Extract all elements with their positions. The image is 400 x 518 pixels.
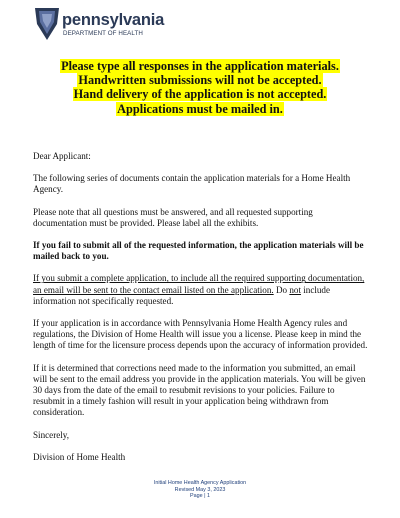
- notice-line-2: Handwritten submissions will not be accepted.: [78, 73, 322, 88]
- underlined-not: not: [289, 284, 301, 295]
- notice-line-4: Applications must be mailed in.: [117, 101, 283, 116]
- keystone-icon: [33, 6, 61, 42]
- text-do: Do: [273, 284, 290, 295]
- notice-line-3: Hand delivery of the application is not accepted.: [73, 87, 327, 102]
- closing: Sincerely,: [33, 429, 70, 440]
- paragraph-requirements: Please note that all questions must be answered, and all requested supporting documentation must be provided. Please label all the exhibits.: [33, 206, 313, 228]
- footer-page-number: Page | 1: [190, 493, 210, 500]
- pa-health-logo: [33, 6, 193, 42]
- org-name: pennsylvania: [62, 11, 165, 29]
- footer-title: Initial Home Health Agency Application: [153, 480, 247, 486]
- signature: Division of Home Health: [33, 451, 126, 462]
- footer-revision: Revised May 3, 2023: [174, 486, 226, 493]
- underlined-text: If you submit a complete application, to include all the required supporting documentation, an email will be sent to the contact email listed on the application.: [33, 273, 365, 295]
- letter-body: [33, 151, 368, 474]
- paragraph-warning: If you fail to submit all of the requested information, the application materials will be mailed back to you.: [33, 240, 364, 262]
- paragraph-intro: The following series of documents contain the application materials for a Home Health Agency.: [33, 173, 351, 195]
- paragraph-corrections: If it is determined that corrections need made to the information you submitted, an email will be sent to the email address you provide in the application materials. You will be given 30 days from the date of the email to resubmit revisions to your policies. Failure to resubmit in a timely fashion will result in your application being withdrawn from consideration.: [33, 362, 366, 418]
- paragraph-license: If your application is in accordance with Pennsylvania Home Health Agency rules and regulations, the Division of Home Health will issue you a license. Please keep in mind the length of time for the licensure process depends upon the accuracy of information provided.: [33, 318, 368, 351]
- notice-line-1: Please type all responses in the application materials.: [61, 59, 339, 73]
- page-footer: [0, 480, 400, 500]
- paragraph-complete-application: [33, 273, 368, 307]
- department-name: DEPARTMENT OF HEALTH: [63, 30, 143, 37]
- text-include: include information not specifically requested.: [33, 284, 331, 306]
- salutation: Dear Applicant:: [33, 151, 91, 161]
- notice-block: [0, 59, 400, 116]
